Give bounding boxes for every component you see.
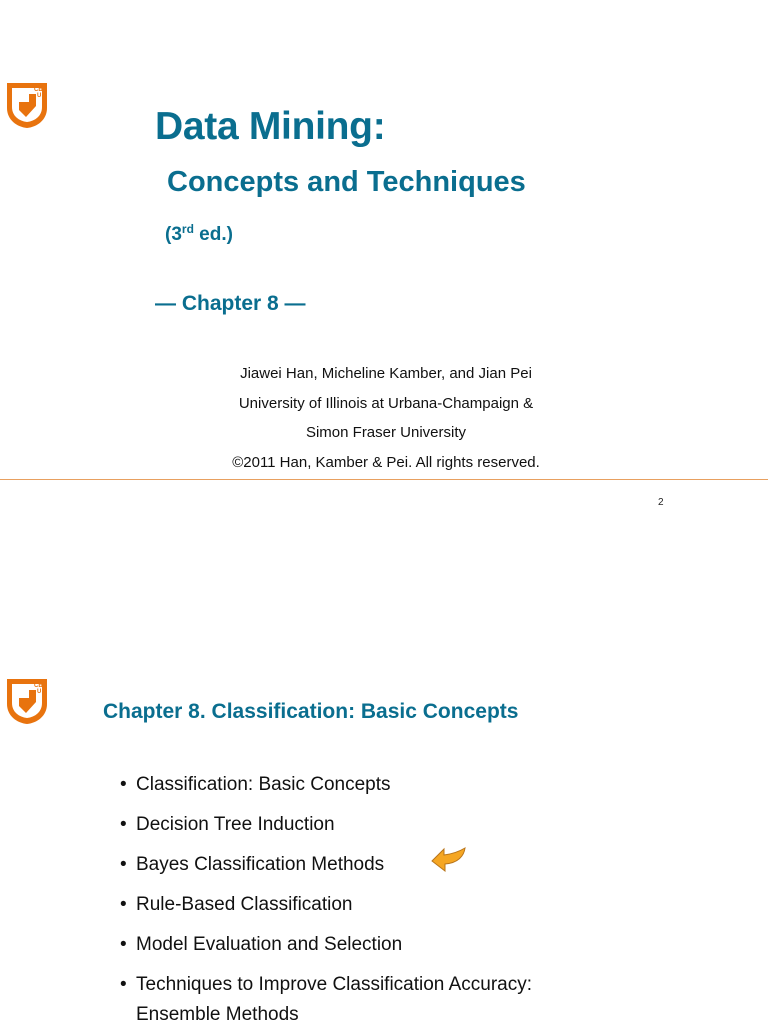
svg-text:U: U (37, 689, 42, 695)
bullet-icon: • (120, 974, 127, 995)
cbu-logo-icon (4, 676, 50, 726)
edition-label: (3rd ed.) (165, 222, 233, 245)
bullet-icon: • (120, 934, 127, 955)
affiliation-line-1: University of Illinois at Urbana-Champaign & (238, 394, 534, 412)
credits-block (0, 359, 768, 477)
bullet-icon: • (120, 814, 127, 835)
outline-list (120, 770, 532, 1030)
slide-subtitle: Concepts and Techniques (167, 166, 526, 198)
outline-title: Chapter 8. Classification: Basic Concepts (103, 700, 519, 723)
affiliation-line-2: Simon Fraser University (305, 424, 467, 441)
list-item: • Decision Tree Induction (120, 810, 532, 850)
cbu-logo-icon (4, 80, 50, 130)
list-item: • Rule-Based Classification (120, 890, 532, 930)
bullet-icon: • (120, 774, 127, 795)
slide-title: Data Mining: (155, 105, 386, 148)
list-item: • Model Evaluation and Selection (120, 930, 532, 970)
list-item: • Techniques to Improve Classification Accuracy: Ensemble Methods (120, 970, 532, 1030)
list-item: • Bayes Classification Methods (120, 850, 532, 890)
page-number: 2 (658, 497, 664, 508)
chapter-label: — Chapter 8 — (155, 292, 306, 315)
authors-line: Jiawei Han, Micheline Kamber, and Jian Pei (240, 365, 532, 382)
list-item: • Classification: Basic Concepts (120, 770, 532, 810)
bullet-icon: • (120, 894, 127, 915)
left-arrow-icon (430, 846, 468, 872)
divider-line (0, 479, 768, 480)
svg-text:CB: CB (34, 683, 43, 689)
svg-text:U: U (37, 93, 42, 99)
svg-text:CB: CB (34, 87, 43, 93)
outline-slide (0, 560, 768, 1024)
bullet-icon: • (120, 854, 127, 875)
copyright-line: ©2011 Han, Kamber & Pei. All rights reserved. (232, 453, 540, 471)
